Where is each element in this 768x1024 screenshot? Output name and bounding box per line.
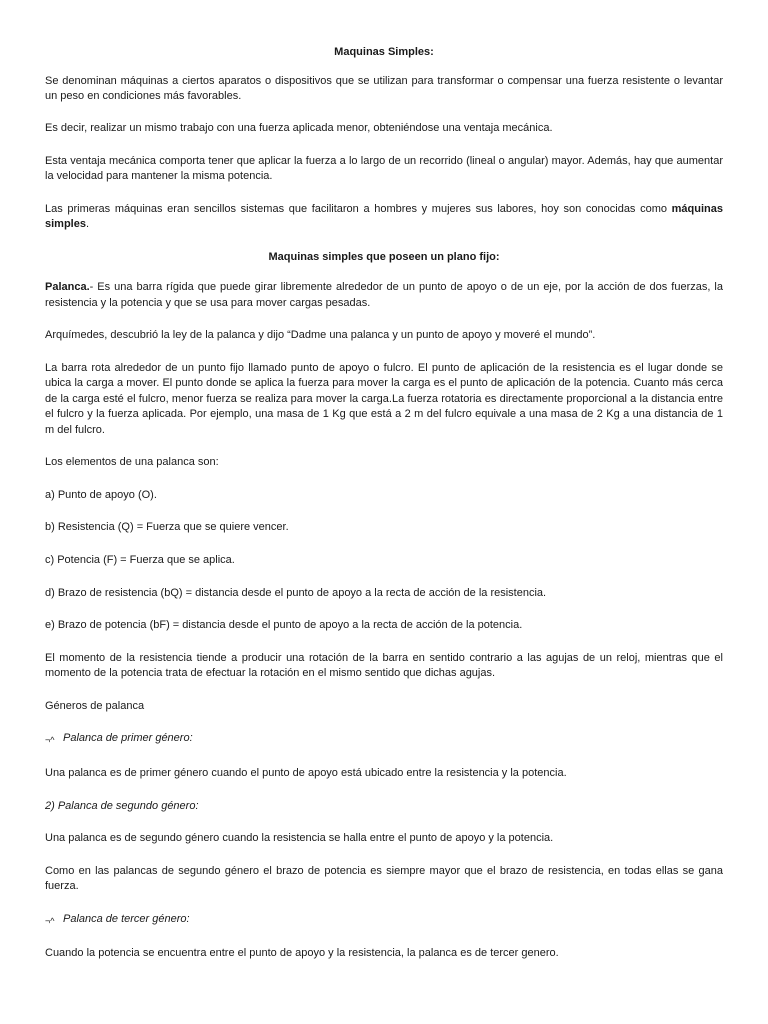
p4-text-c: . <box>85 218 90 231</box>
paragraph-definition: Se denominan máquinas a ciertos aparatos o dispositivos que se utilizan para transformar o compensar una fuerza resistente o levantar un peso en condiciones más favorables. <box>45 74 723 102</box>
paragraph-segundo-genero: Una palanca es de segundo género cuando la resistencia se halla entre el punto de apoyo y la potencia. <box>45 832 554 845</box>
paragraph-fulcro: La barra rota alrededor de un punto fijo llamado punto de apoyo o fulcro. El punto de aplicación de la resistencia es el lugar donde se ubica la carga a mover. El punto donde se aplica la fuerza para mover la carga es el punto de aplicación de la potencia. Cuanto más cerca de la carga esté el fulcro, menor fuerza se realiza para mover la carga.La fuerza rotatoria es directamente proporcional a la distancia entre el fulcro y la fuerza aplicada. Por ejemplo, una masa de 1 Kg que está a 2 m del fulcro equivale a una masa de 2 Kg a una distancia de 1 m del fulcro. <box>45 361 723 436</box>
paragraph-palanca <box>45 280 723 311</box>
heading-primer-genero <box>45 731 723 749</box>
paragraph-ventaja: Es decir, realizar un mismo trabajo con una fuerza aplicada menor, obteniéndose una ventaja mecánica. <box>45 122 553 135</box>
palanca-term: Palanca. <box>45 281 90 294</box>
paragraph-primeras-maquinas <box>45 202 723 233</box>
heading-tercer-genero-text: Palanca de tercer género: <box>63 912 190 925</box>
document-page <box>45 45 723 979</box>
paragraph-arquimedes: Arquímedes, descubrió la ley de la palanca y dijo “Dadme una palanca y un punto de apoyo y moveré el mundo”. <box>45 328 596 341</box>
bullet-glyph: ¬^ <box>45 915 55 926</box>
heading-tercer-genero <box>45 912 723 930</box>
paragraph-elementos: Los elementos de una palanca son: <box>45 455 219 468</box>
p4-bold-term: máquinas simples <box>45 202 723 231</box>
document-title: Maquinas Simples: <box>334 46 434 58</box>
list-item-e: e) Brazo de potencia (bF) = distancia desde el punto de apoyo a la recta de acción de la potencia. <box>45 619 523 632</box>
paragraph-tercer-genero: Cuando la potencia se encuentra entre el punto de apoyo y la resistencia, la palanca es de tercer genero. <box>45 947 559 960</box>
heading-primer-genero-text: Palanca de primer género: <box>63 732 193 745</box>
paragraph-momento: El momento de la resistencia tiende a producir una rotación de la barra en sentido contrario a las agujas de un reloj, mientras que el momento de la potencia trata de efectuar la rotación en el mismo sentido que dichas agujas. <box>45 651 723 680</box>
palanca-definition: - Es una barra rígida que puede girar libremente alrededor de un punto de apoyo o de un eje, por la acción de dos fuerzas, la resistencia y la potencia y que se usa para mover cargas pesadas. <box>45 281 723 309</box>
list-item-c: c) Potencia (F) = Fuerza que se aplica. <box>45 553 235 566</box>
section-subtitle: Maquinas simples que poseen un plano fijo: <box>268 250 500 263</box>
paragraph-ganancia-fuerza: Como en las palancas de segundo género el brazo de potencia es siempre mayor que el brazo de resistencia, en todas ellas se gana fuerza. <box>45 864 723 893</box>
list-item-d: d) Brazo de resistencia (bQ) = distancia desde el punto de apoyo a la recta de acción de la resistencia. <box>45 586 547 599</box>
list-item-b: b) Resistencia (Q) = Fuerza que se quiere vencer. <box>45 521 289 534</box>
paragraph-recorrido: Esta ventaja mecánica comporta tener que aplicar la fuerza a lo largo de un recorrido (lineal o angular) mayor. Además, hay que aumentar la velocidad para mantener la misma potencia. <box>45 154 723 183</box>
paragraph-generos: Géneros de palanca <box>45 699 145 712</box>
list-item-a: a) Punto de apoyo (O). <box>45 488 157 501</box>
p4-text-a: Las primeras máquinas eran sencillos sistemas que facilitaron a hombres y mujeres sus labores, hoy son conocidas como <box>45 202 672 215</box>
paragraph-primer-genero: Una palanca es de primer género cuando el punto de apoyo está ubicado entre la resistencia y la potencia. <box>45 766 567 779</box>
bullet-glyph: ¬^ <box>45 735 55 746</box>
heading-segundo-genero: 2) Palanca de segundo género: <box>45 799 199 812</box>
